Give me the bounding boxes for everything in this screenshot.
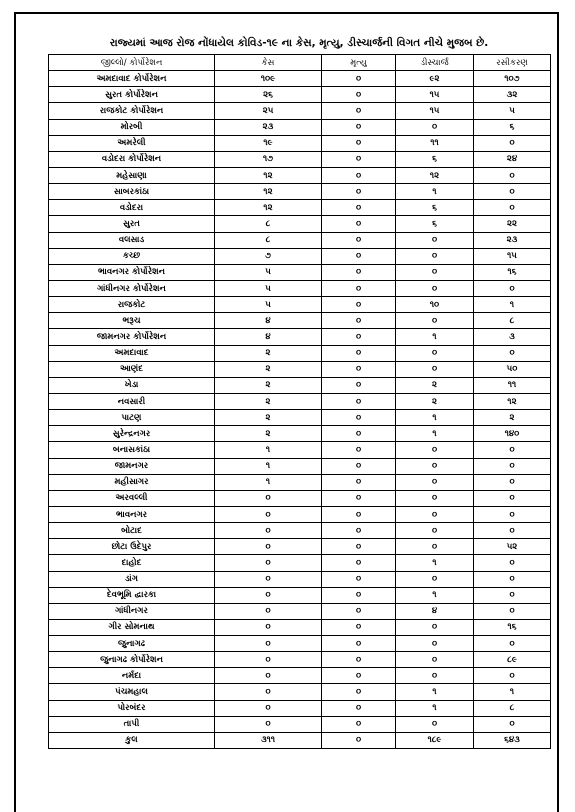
table-row: [49, 603, 551, 619]
cell-cases: ૦: [215, 571, 322, 587]
cell-deaths: ૦: [322, 87, 396, 103]
page-title: રાજ્યમાં આજ રોજ નોંધાયેલ કોવિડ-૧૯ ના કેસ, મૃત્યુ, ડીસ્ચાર્જની વિગત નીચે મુજબ છે.: [109, 37, 489, 49]
table-row: [49, 167, 551, 183]
cell-district: તાપી: [49, 716, 215, 732]
cell-discharge: ૦: [396, 345, 474, 361]
table-row: [49, 87, 551, 103]
cell-district: વડોદરા: [49, 200, 215, 216]
cell-vaccination: ૫: [474, 103, 551, 119]
cell-discharge: ૦: [396, 506, 474, 522]
cell-discharge: ૦: [396, 248, 474, 264]
cell-vaccination: ૧: [474, 684, 551, 700]
cell-cases: ૦: [215, 619, 322, 635]
cell-district: રાજકોટ કોર્પોરેશન: [49, 103, 215, 119]
cell-cases: ૨: [215, 410, 322, 426]
cell-deaths: ૦: [322, 377, 396, 393]
table-row: [49, 345, 551, 361]
cell-discharge: ૧: [396, 426, 474, 442]
cell-cases: ૦: [215, 636, 322, 652]
cell-vaccination: ૦: [474, 555, 551, 571]
cell-discharge: ૬: [396, 216, 474, 232]
table-row: [49, 232, 551, 248]
cell-deaths: ૦: [322, 636, 396, 652]
cell-vaccination: ૦: [474, 587, 551, 603]
cell-deaths: ૦: [322, 458, 396, 474]
table-row: [49, 71, 551, 87]
cell-vaccination: ૧૨: [474, 393, 551, 409]
cell-cases: ૨: [215, 345, 322, 361]
cell-cases: ૮: [215, 216, 322, 232]
total-deaths: ૦: [322, 732, 396, 748]
cell-cases: ૦: [215, 587, 322, 603]
cell-deaths: ૦: [322, 619, 396, 635]
cell-cases: ૧૦૯: [215, 71, 322, 87]
cell-discharge: ૪: [396, 603, 474, 619]
table-row: [49, 200, 551, 216]
cell-vaccination: ૧: [474, 297, 551, 313]
cell-deaths: ૦: [322, 426, 396, 442]
cell-discharge: ૧૦: [396, 297, 474, 313]
cell-vaccination: ૦: [474, 458, 551, 474]
cell-deaths: ૦: [322, 232, 396, 248]
cell-district: બોટાદ: [49, 523, 215, 539]
table-row: [49, 377, 551, 393]
cell-deaths: ૦: [322, 523, 396, 539]
table-row: [49, 280, 551, 296]
cell-cases: ૦: [215, 490, 322, 506]
cell-discharge: ૨: [396, 393, 474, 409]
cell-cases: ૨: [215, 377, 322, 393]
cell-discharge: ૦: [396, 652, 474, 668]
cell-cases: ૦: [215, 668, 322, 684]
cell-district: ગાંધીનગર કોર્પોરેશન: [49, 280, 215, 296]
cell-deaths: ૦: [322, 587, 396, 603]
cell-district: સાબરકાંઠા: [49, 184, 215, 200]
cell-district: જામનગર કોર્પોરેશન: [49, 329, 215, 345]
cell-vaccination: ૫૨: [474, 539, 551, 555]
cell-cases: ૦: [215, 506, 322, 522]
cell-vaccination: ૦: [474, 135, 551, 151]
table-row: [49, 103, 551, 119]
cell-district: ભરૂચ: [49, 313, 215, 329]
cell-deaths: ૦: [322, 167, 396, 183]
header-discharge: ડીસ્ચાર્જ: [396, 55, 474, 71]
total-vaccination: ૬૪૩: [474, 732, 551, 748]
cell-district: છોટા ઉદેપુર: [49, 539, 215, 555]
cell-deaths: ૦: [322, 506, 396, 522]
cell-cases: ૦: [215, 523, 322, 539]
cell-vaccination: ૮: [474, 313, 551, 329]
cell-discharge: ૧: [396, 184, 474, 200]
cell-vaccination: ૧૬: [474, 619, 551, 635]
cell-cases: ૫: [215, 264, 322, 280]
table-row: [49, 410, 551, 426]
cell-vaccination: ૮: [474, 700, 551, 716]
total-label: કુલ: [49, 732, 215, 748]
table-row: [49, 151, 551, 167]
cell-deaths: ૦: [322, 103, 396, 119]
cell-district: કચ્છ: [49, 248, 215, 264]
cell-cases: ૫: [215, 280, 322, 296]
table-row: [49, 619, 551, 635]
cell-cases: ૧૨: [215, 184, 322, 200]
cell-discharge: ૧: [396, 587, 474, 603]
table-row: [49, 264, 551, 280]
cell-cases: ૦: [215, 652, 322, 668]
cell-discharge: ૬: [396, 151, 474, 167]
cell-vaccination: ૧૦૭: [474, 71, 551, 87]
cell-cases: ૧૨: [215, 167, 322, 183]
cell-district: અમરેલી: [49, 135, 215, 151]
cell-discharge: ૦: [396, 668, 474, 684]
cell-discharge: ૨: [396, 377, 474, 393]
cell-cases: ૦: [215, 684, 322, 700]
cell-cases: ૧૭: [215, 151, 322, 167]
table-row: [49, 506, 551, 522]
cell-cases: ૨૩: [215, 119, 322, 135]
cell-district: ભાવનગર કોર્પોરેશન: [49, 264, 215, 280]
table-row: [49, 490, 551, 506]
cell-vaccination: ૫૦: [474, 361, 551, 377]
cell-vaccination: ૦: [474, 636, 551, 652]
cell-discharge: ૧: [396, 555, 474, 571]
table-row: [49, 523, 551, 539]
table-row: [49, 636, 551, 652]
cell-district: પાટણ: [49, 410, 215, 426]
cell-cases: ૨૫: [215, 103, 322, 119]
cell-deaths: ૦: [322, 442, 396, 458]
cell-deaths: ૦: [322, 652, 396, 668]
cell-vaccination: ૦: [474, 523, 551, 539]
cell-discharge: ૦: [396, 490, 474, 506]
cell-district: ભાવનગર: [49, 506, 215, 522]
cell-district: ગીર સોમનાથ: [49, 619, 215, 635]
cell-district: પોરબંદર: [49, 700, 215, 716]
cell-discharge: ૦: [396, 442, 474, 458]
cell-discharge: ૦: [396, 539, 474, 555]
header-deaths: મૃત્યુ: [322, 55, 396, 71]
table-row: [49, 329, 551, 345]
cell-discharge: ૧: [396, 329, 474, 345]
cell-vaccination: ૦: [474, 716, 551, 732]
total-discharge: ૧૮૯: [396, 732, 474, 748]
cell-vaccination: ૦: [474, 474, 551, 490]
cell-district: મહેસાણા: [49, 167, 215, 183]
table-row: [49, 700, 551, 716]
cell-deaths: ૦: [322, 151, 396, 167]
cell-discharge: ૦: [396, 264, 474, 280]
cell-deaths: ૦: [322, 668, 396, 684]
cell-deaths: ૦: [322, 135, 396, 151]
cell-discharge: ૦: [396, 458, 474, 474]
cell-discharge: ૧: [396, 700, 474, 716]
covid-data-table: [48, 54, 551, 749]
cell-district: દાહોદ: [49, 555, 215, 571]
cell-discharge: ૦: [396, 474, 474, 490]
cell-discharge: ૧૨: [396, 167, 474, 183]
cell-deaths: ૦: [322, 297, 396, 313]
cell-cases: ૦: [215, 716, 322, 732]
cell-district: બનાસકાંઠા: [49, 442, 215, 458]
cell-district: ગાંધીનગર: [49, 603, 215, 619]
table-row: [49, 587, 551, 603]
cell-district: આણંદ: [49, 361, 215, 377]
table-row: [49, 184, 551, 200]
cell-discharge: ૧: [396, 410, 474, 426]
cell-vaccination: ૦: [474, 603, 551, 619]
table-row: [49, 571, 551, 587]
cell-vaccination: ૧૬: [474, 264, 551, 280]
cell-cases: ૧૨: [215, 200, 322, 216]
cell-deaths: ૦: [322, 248, 396, 264]
cell-cases: ૪: [215, 313, 322, 329]
cell-discharge: ૦: [396, 636, 474, 652]
cell-cases: ૨: [215, 361, 322, 377]
cell-district: નર્મદા: [49, 668, 215, 684]
header-district: જીલ્લો/ કોર્પોરેશન: [49, 55, 215, 71]
cell-vaccination: ૬: [474, 119, 551, 135]
cell-discharge: ૦: [396, 313, 474, 329]
cell-vaccination: ૦: [474, 200, 551, 216]
cell-district: ખેડા: [49, 377, 215, 393]
cell-deaths: ૦: [322, 200, 396, 216]
cell-district: અમદાવાદ: [49, 345, 215, 361]
cell-cases: ૫: [215, 297, 322, 313]
cell-discharge: ૧૧: [396, 135, 474, 151]
cell-district: રાજકોટ: [49, 297, 215, 313]
cell-discharge: ૦: [396, 361, 474, 377]
cell-vaccination: ૦: [474, 184, 551, 200]
cell-vaccination: ૦: [474, 167, 551, 183]
table-row: [49, 393, 551, 409]
cell-discharge: ૦: [396, 619, 474, 635]
total-row: [49, 732, 551, 748]
cell-deaths: ૦: [322, 539, 396, 555]
cell-discharge: ૯૨: [396, 71, 474, 87]
cell-vaccination: ૦: [474, 345, 551, 361]
table-row: [49, 135, 551, 151]
table-row: [49, 716, 551, 732]
cell-cases: ૭: [215, 248, 322, 264]
cell-district: અરવલ્લી: [49, 490, 215, 506]
table-row: [49, 474, 551, 490]
cell-cases: ૨: [215, 426, 322, 442]
cell-vaccination: ૨૩: [474, 232, 551, 248]
table-row: [49, 539, 551, 555]
cell-deaths: ૦: [322, 264, 396, 280]
table-header-row: [49, 55, 551, 71]
cell-discharge: ૦: [396, 571, 474, 587]
cell-cases: ૦: [215, 555, 322, 571]
cell-discharge: ૦: [396, 523, 474, 539]
cell-discharge: ૧૫: [396, 87, 474, 103]
cell-deaths: ૦: [322, 490, 396, 506]
cell-district: અમદાવાદ કોર્પોરેશન: [49, 71, 215, 87]
cell-vaccination: ૨૪: [474, 151, 551, 167]
cell-district: જુનાગઢ કોર્પોરેશન: [49, 652, 215, 668]
cell-district: સુરત: [49, 216, 215, 232]
table-row: [49, 555, 551, 571]
cell-district: જામનગર: [49, 458, 215, 474]
cell-district: પંચમહાલ: [49, 684, 215, 700]
cell-district: નવસારી: [49, 393, 215, 409]
cell-deaths: ૦: [322, 684, 396, 700]
table-row: [49, 313, 551, 329]
cell-deaths: ૦: [322, 119, 396, 135]
table-row: [49, 426, 551, 442]
header-cases: કેસ: [215, 55, 322, 71]
table-row: [49, 297, 551, 313]
table-row: [49, 684, 551, 700]
cell-deaths: ૦: [322, 571, 396, 587]
cell-cases: ૦: [215, 603, 322, 619]
cell-cases: ૦: [215, 700, 322, 716]
cell-deaths: ૦: [322, 555, 396, 571]
table-row: [49, 458, 551, 474]
cell-discharge: ૦: [396, 716, 474, 732]
cell-discharge: ૬: [396, 200, 474, 216]
cell-deaths: ૦: [322, 700, 396, 716]
table-row: [49, 361, 551, 377]
cell-deaths: ૦: [322, 716, 396, 732]
cell-discharge: ૦: [396, 232, 474, 248]
cell-vaccination: ૨૨: [474, 216, 551, 232]
cell-cases: ૧: [215, 474, 322, 490]
cell-vaccination: ૧૧: [474, 377, 551, 393]
cell-vaccination: ૦: [474, 506, 551, 522]
cell-deaths: ૦: [322, 410, 396, 426]
cell-vaccination: ૦: [474, 280, 551, 296]
cell-discharge: ૧: [396, 684, 474, 700]
cell-cases: ૦: [215, 539, 322, 555]
cell-vaccination: ૦: [474, 490, 551, 506]
cell-cases: ૮: [215, 232, 322, 248]
cell-district: સુરેન્દ્રનગર: [49, 426, 215, 442]
table-row: [49, 652, 551, 668]
cell-vaccination: ૩૨: [474, 87, 551, 103]
cell-district: દેવભૂમિ દ્વારકા: [49, 587, 215, 603]
cell-deaths: ૦: [322, 361, 396, 377]
cell-district: મહીસાગર: [49, 474, 215, 490]
cell-deaths: ૦: [322, 329, 396, 345]
table-row: [49, 442, 551, 458]
cell-district: મોરબી: [49, 119, 215, 135]
cell-deaths: ૦: [322, 184, 396, 200]
cell-vaccination: ૦: [474, 442, 551, 458]
cell-district: વડોદરા કોર્પોરેશન: [49, 151, 215, 167]
cell-vaccination: ૦: [474, 668, 551, 684]
cell-deaths: ૦: [322, 313, 396, 329]
cell-deaths: ૦: [322, 393, 396, 409]
cell-district: વલસાડ: [49, 232, 215, 248]
cell-deaths: ૦: [322, 216, 396, 232]
cell-vaccination: ૨: [474, 410, 551, 426]
cell-deaths: ૦: [322, 474, 396, 490]
table-row: [49, 216, 551, 232]
cell-discharge: ૦: [396, 280, 474, 296]
cell-district: જુનાગઢ: [49, 636, 215, 652]
cell-district: ડાંગ: [49, 571, 215, 587]
header-vaccination: રસીકરણ: [474, 55, 551, 71]
cell-vaccination: ૦: [474, 571, 551, 587]
cell-cases: ૧૯: [215, 135, 322, 151]
cell-district: સુરત કોર્પોરેશન: [49, 87, 215, 103]
cell-cases: ૨૬: [215, 87, 322, 103]
cell-cases: ૨: [215, 393, 322, 409]
cell-cases: ૧: [215, 442, 322, 458]
cell-vaccination: ૧૫: [474, 248, 551, 264]
cell-deaths: ૦: [322, 280, 396, 296]
cell-deaths: ૦: [322, 345, 396, 361]
cell-deaths: ૦: [322, 71, 396, 87]
cell-cases: ૧: [215, 458, 322, 474]
cell-vaccination: ૧૪૦: [474, 426, 551, 442]
cell-discharge: ૦: [396, 119, 474, 135]
table-row: [49, 248, 551, 264]
total-cases: ૩૧૧: [215, 732, 322, 748]
cell-vaccination: ૮૯: [474, 652, 551, 668]
table-row: [49, 668, 551, 684]
cell-cases: ૪: [215, 329, 322, 345]
table-row: [49, 119, 551, 135]
cell-vaccination: ૩: [474, 329, 551, 345]
cell-discharge: ૧૫: [396, 103, 474, 119]
cell-deaths: ૦: [322, 603, 396, 619]
